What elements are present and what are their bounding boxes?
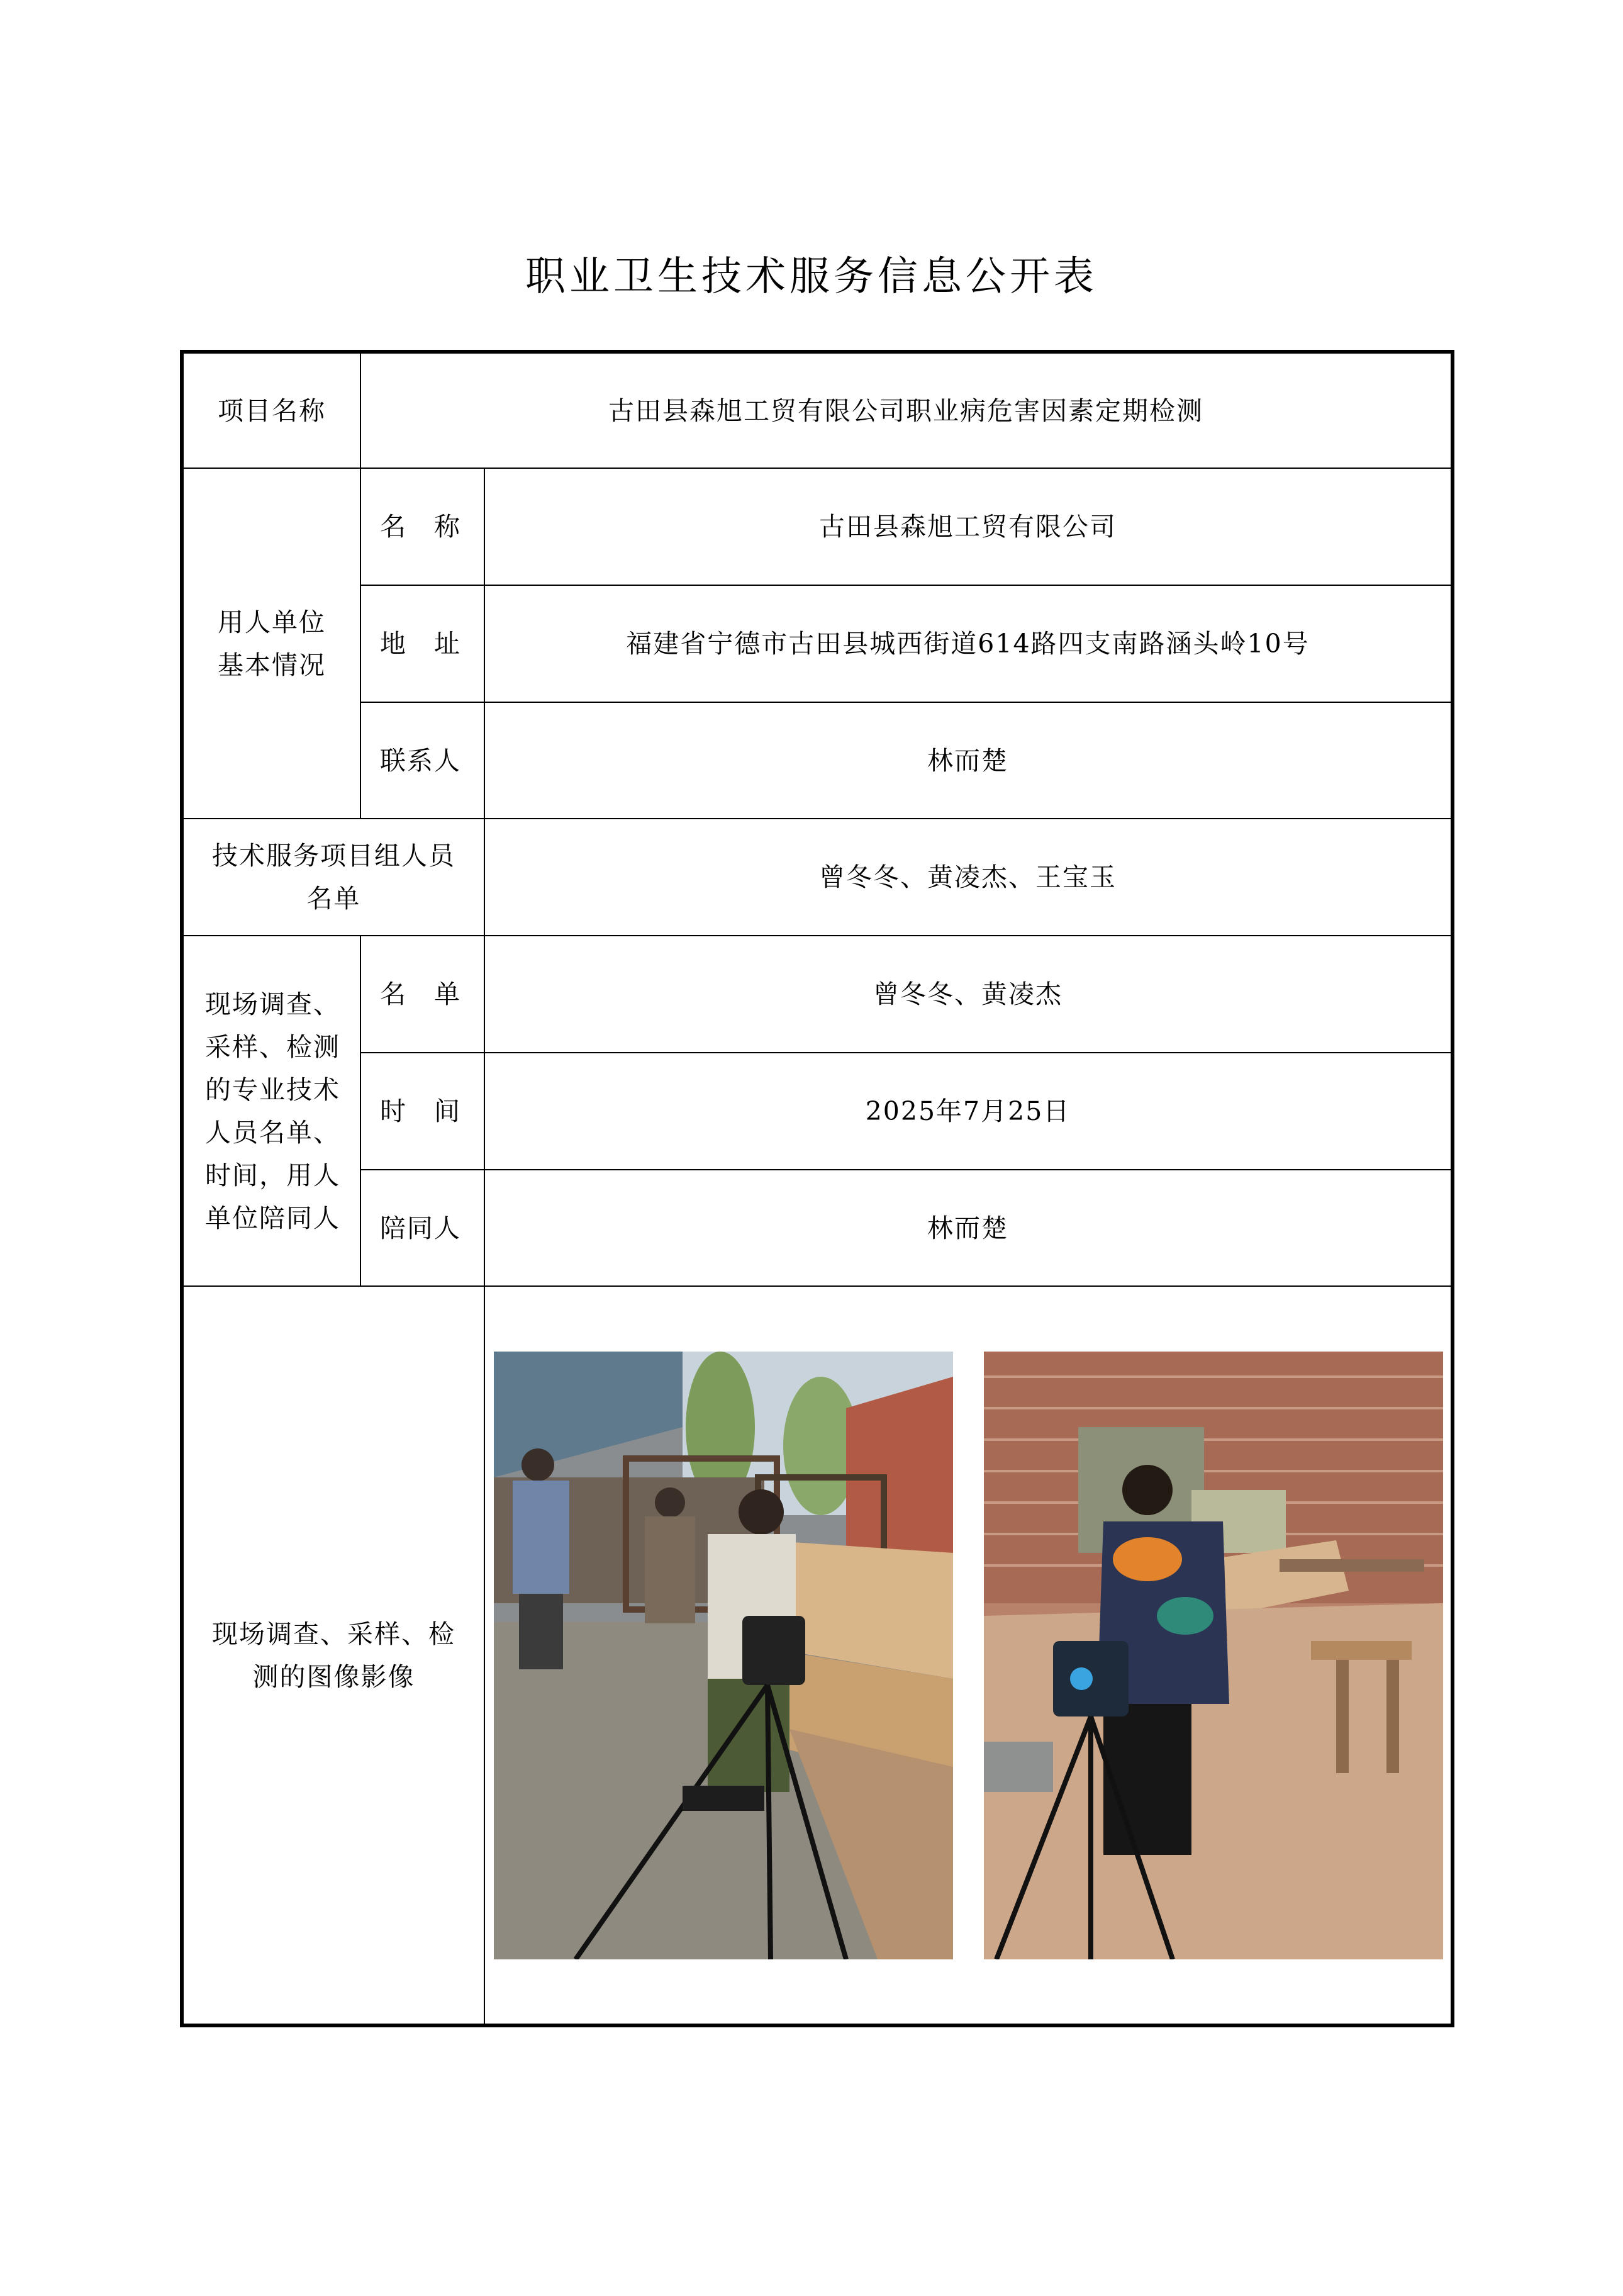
row-onsite-list <box>182 936 1453 1053</box>
row-project-name <box>182 352 1453 468</box>
onsite-label-line: 现场调查、 <box>205 988 340 1019</box>
onsite-escort-value: 林而楚 <box>484 1170 1453 1286</box>
employer-contact-label: 联系人 <box>360 702 484 819</box>
photo-row <box>485 1352 1451 1959</box>
onsite-label-line: 人员名单、 <box>205 1117 340 1148</box>
team-label-line2: 名单 <box>306 883 361 914</box>
row-employer-name <box>182 468 1453 585</box>
site-photo-worker-sampling-icon <box>984 1352 1443 1959</box>
onsite-label-line: 的专业技术 <box>205 1074 340 1105</box>
row-onsite-time <box>182 1053 1453 1170</box>
onsite-label-line: 单位陪同人 <box>205 1202 340 1233</box>
onsite-label-line: 采样、检测 <box>205 1031 340 1062</box>
employer-name-label: 名 称 <box>360 468 484 585</box>
employer-name-value: 古田县森旭工贸有限公司 <box>484 468 1453 585</box>
onsite-label-line: 时间，用人 <box>205 1160 340 1190</box>
team-label <box>182 819 484 936</box>
project-name-value: 古田县森旭工贸有限公司职业病危害因素定期检测 <box>360 352 1453 468</box>
page-title: 职业卫生技术服务信息公开表 <box>525 254 1098 300</box>
employer-label-line2: 基本情况 <box>218 649 326 680</box>
row-employer-address <box>182 585 1453 702</box>
row-images <box>182 1286 1453 2025</box>
employer-section-label <box>182 468 360 819</box>
images-label-line2: 测的图像影像 <box>252 1661 415 1692</box>
onsite-escort-label: 陪同人 <box>360 1170 484 1286</box>
info-table <box>180 350 1454 2027</box>
row-onsite-escort <box>182 1170 1453 1286</box>
employer-contact-value: 林而楚 <box>484 702 1453 819</box>
team-value: 曾冬冬、黄凌杰、王宝玉 <box>484 819 1453 936</box>
row-team <box>182 819 1453 936</box>
employer-address-value: 福建省宁德市古田县城西街道614路四支南路涵头岭10号 <box>484 585 1453 702</box>
team-label-line1: 技术服务项目组人员 <box>212 841 455 871</box>
images-label <box>182 1286 484 2025</box>
onsite-list-label: 名 单 <box>360 936 484 1053</box>
onsite-time-value: 2025年7月25日 <box>484 1053 1453 1170</box>
images-label-line1: 现场调查、采样、检 <box>212 1618 455 1649</box>
images-cell <box>484 1286 1453 2025</box>
site-photo-workshop-sampling-icon <box>494 1352 953 1959</box>
onsite-section-label <box>182 936 360 1286</box>
onsite-time-label: 时 间 <box>360 1053 484 1170</box>
row-employer-contact <box>182 702 1453 819</box>
onsite-list-value: 曾冬冬、黄凌杰 <box>484 936 1453 1053</box>
project-name-label: 项目名称 <box>182 352 360 468</box>
employer-address-label: 地 址 <box>360 585 484 702</box>
employer-label-line1: 用人单位 <box>218 607 326 637</box>
